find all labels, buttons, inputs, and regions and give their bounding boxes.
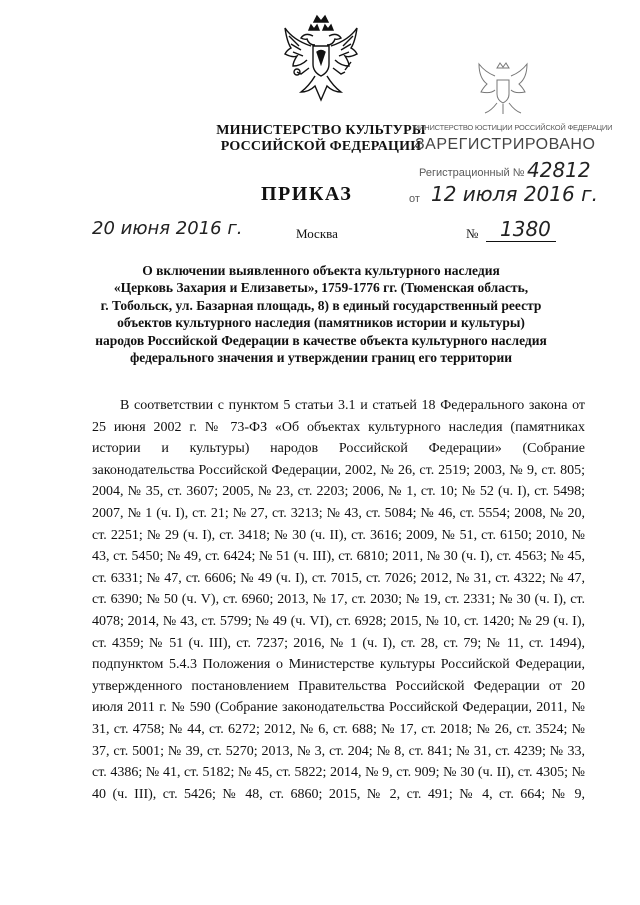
registration-stamp bbox=[405, 60, 613, 216]
number-sign: № bbox=[466, 226, 479, 241]
body-paragraph: В соответствии с пунктом 5 статьи 3.1 и статьей 18 Федерального закона от 25 июня 2002 г. № 73-ФЗ «Об объектах культурного наследия (памятниках истории и культуры) народов Российской Федерации» (Собрание законодательства Российской Федерации, 2002, № 26, ст. 2519; 2003, № 9, ст. 805; 2004, № 35, ст. 3607; 2005, № 23, ст. 2203; 2006, № 1, ст. 10; № 52 (ч. I), ст. 5498; 2007, № 1 (ч. I), ст. 21; № 27, ст. 3213; № 43, ст. 5084; № 46, ст. 5554; 2008, № 20, ст. 2251; № 29 (ч. I), ст. 3418; № 30 (ч. II), ст. 3616; 2009, № 51, ст. 6150; 2010, № 43, ст. 5450; № 49, ст. 6424; № 51 (ч. III), ст. 6810; 2011, № 30 (ч. I), ст. 4563; № 45, ст. 6331; № 47, ст. 6606; № 49 (ч. I), ст. 7015, ст. 7026; 2012, № 31, ст. 4322; № 47, ст. 6390; № 50 (ч. V), ст. 6960; 2013, № 17, ст. 2030; № 19, ст. 2331; № 30 (ч. I), ст. 4078; 2014, № 43, ст. 5799; № 49 (ч. VI), ст. 6928; 2015, № 10, ст. 1420; № 29 (ч. I), ст. 4359; № 51 (ч. III), ст. 7237; 2016, № 1 (ч. I), ст. 28, ст. 79; № 11, ст. 1494), подпунктом 5.4.3 Положения о Министерстве культуры Российской Федерации, утвержденного постановлением Правительства Российской Федерации от 20 июля 2011 г. № 590 (Собрание законодательства Российской Федерации, 2011, № 31, ст. 4758; № 44, ст. 6272; 2012, № 6, ст. 688; № 17, ст. 2018; № 26, ст. 3524; № 37, ст. 5001; № 39, ст. 5270; 2013, № 3, ст. 204; № 8, ст. 841; № 31, ст. 4239; № 33, ст. 4386; № 41, ст. 5182; № 45, ст. 5822; 2014, № 9, ст. 909; № 30 (ч. II), ст. 4305; № 40 (ч. III), ст. 5426; № 48, ст. 6860; 2015, № 2, ст. 491; № 4, ст. 664; № 9, bbox=[92, 398, 585, 802]
document-type: ПРИКАЗ bbox=[261, 183, 353, 205]
title-line: г. Тобольск, ул. Базарная площадь, 8) в единый государственный реестр bbox=[100, 297, 542, 313]
stamp-status: ЗАРЕГИСТРИРОВАНО bbox=[415, 136, 596, 153]
stamp-emblem-icon bbox=[473, 60, 533, 120]
stamp-reg-label: Регистрационный № bbox=[419, 167, 525, 179]
order-number: 1380 bbox=[500, 217, 551, 241]
order-date: 20 июня 2016 г. bbox=[92, 218, 243, 239]
city: Москва bbox=[296, 226, 338, 241]
title-line: О включении выявленного объекта культурного наследия bbox=[142, 263, 500, 278]
stamp-date: 12 июля 2016 г. bbox=[431, 182, 598, 206]
stamp-date-prefix: от bbox=[409, 193, 420, 205]
ministry-name-line-1: МИНИСТЕРСТВО КУЛЬТУРЫ bbox=[216, 123, 426, 138]
stamp-org: МИНИСТЕРСТВО ЮСТИЦИИ РОССИЙСКОЙ ФЕДЕРАЦИИ bbox=[413, 123, 613, 132]
title-line: народов Российской Федерации в качестве объекта культурного наследия bbox=[95, 332, 547, 348]
state-emblem-icon bbox=[281, 12, 361, 110]
title-line: «Церковь Захария и Елизаветы», 1759-1776 гг. (Тюменская область, bbox=[113, 280, 529, 296]
title-line: федерального значения и утверждении границ его территории bbox=[129, 350, 513, 366]
title-line: объектов культурного наследия (памятников истории и культуры) bbox=[117, 315, 525, 331]
document-title bbox=[60, 262, 582, 366]
number-underline bbox=[486, 241, 556, 242]
stamp-reg-number: 42812 bbox=[527, 158, 591, 182]
ministry-name-line-2: РОССИЙСКОЙ ФЕДЕРАЦИИ bbox=[220, 139, 422, 154]
